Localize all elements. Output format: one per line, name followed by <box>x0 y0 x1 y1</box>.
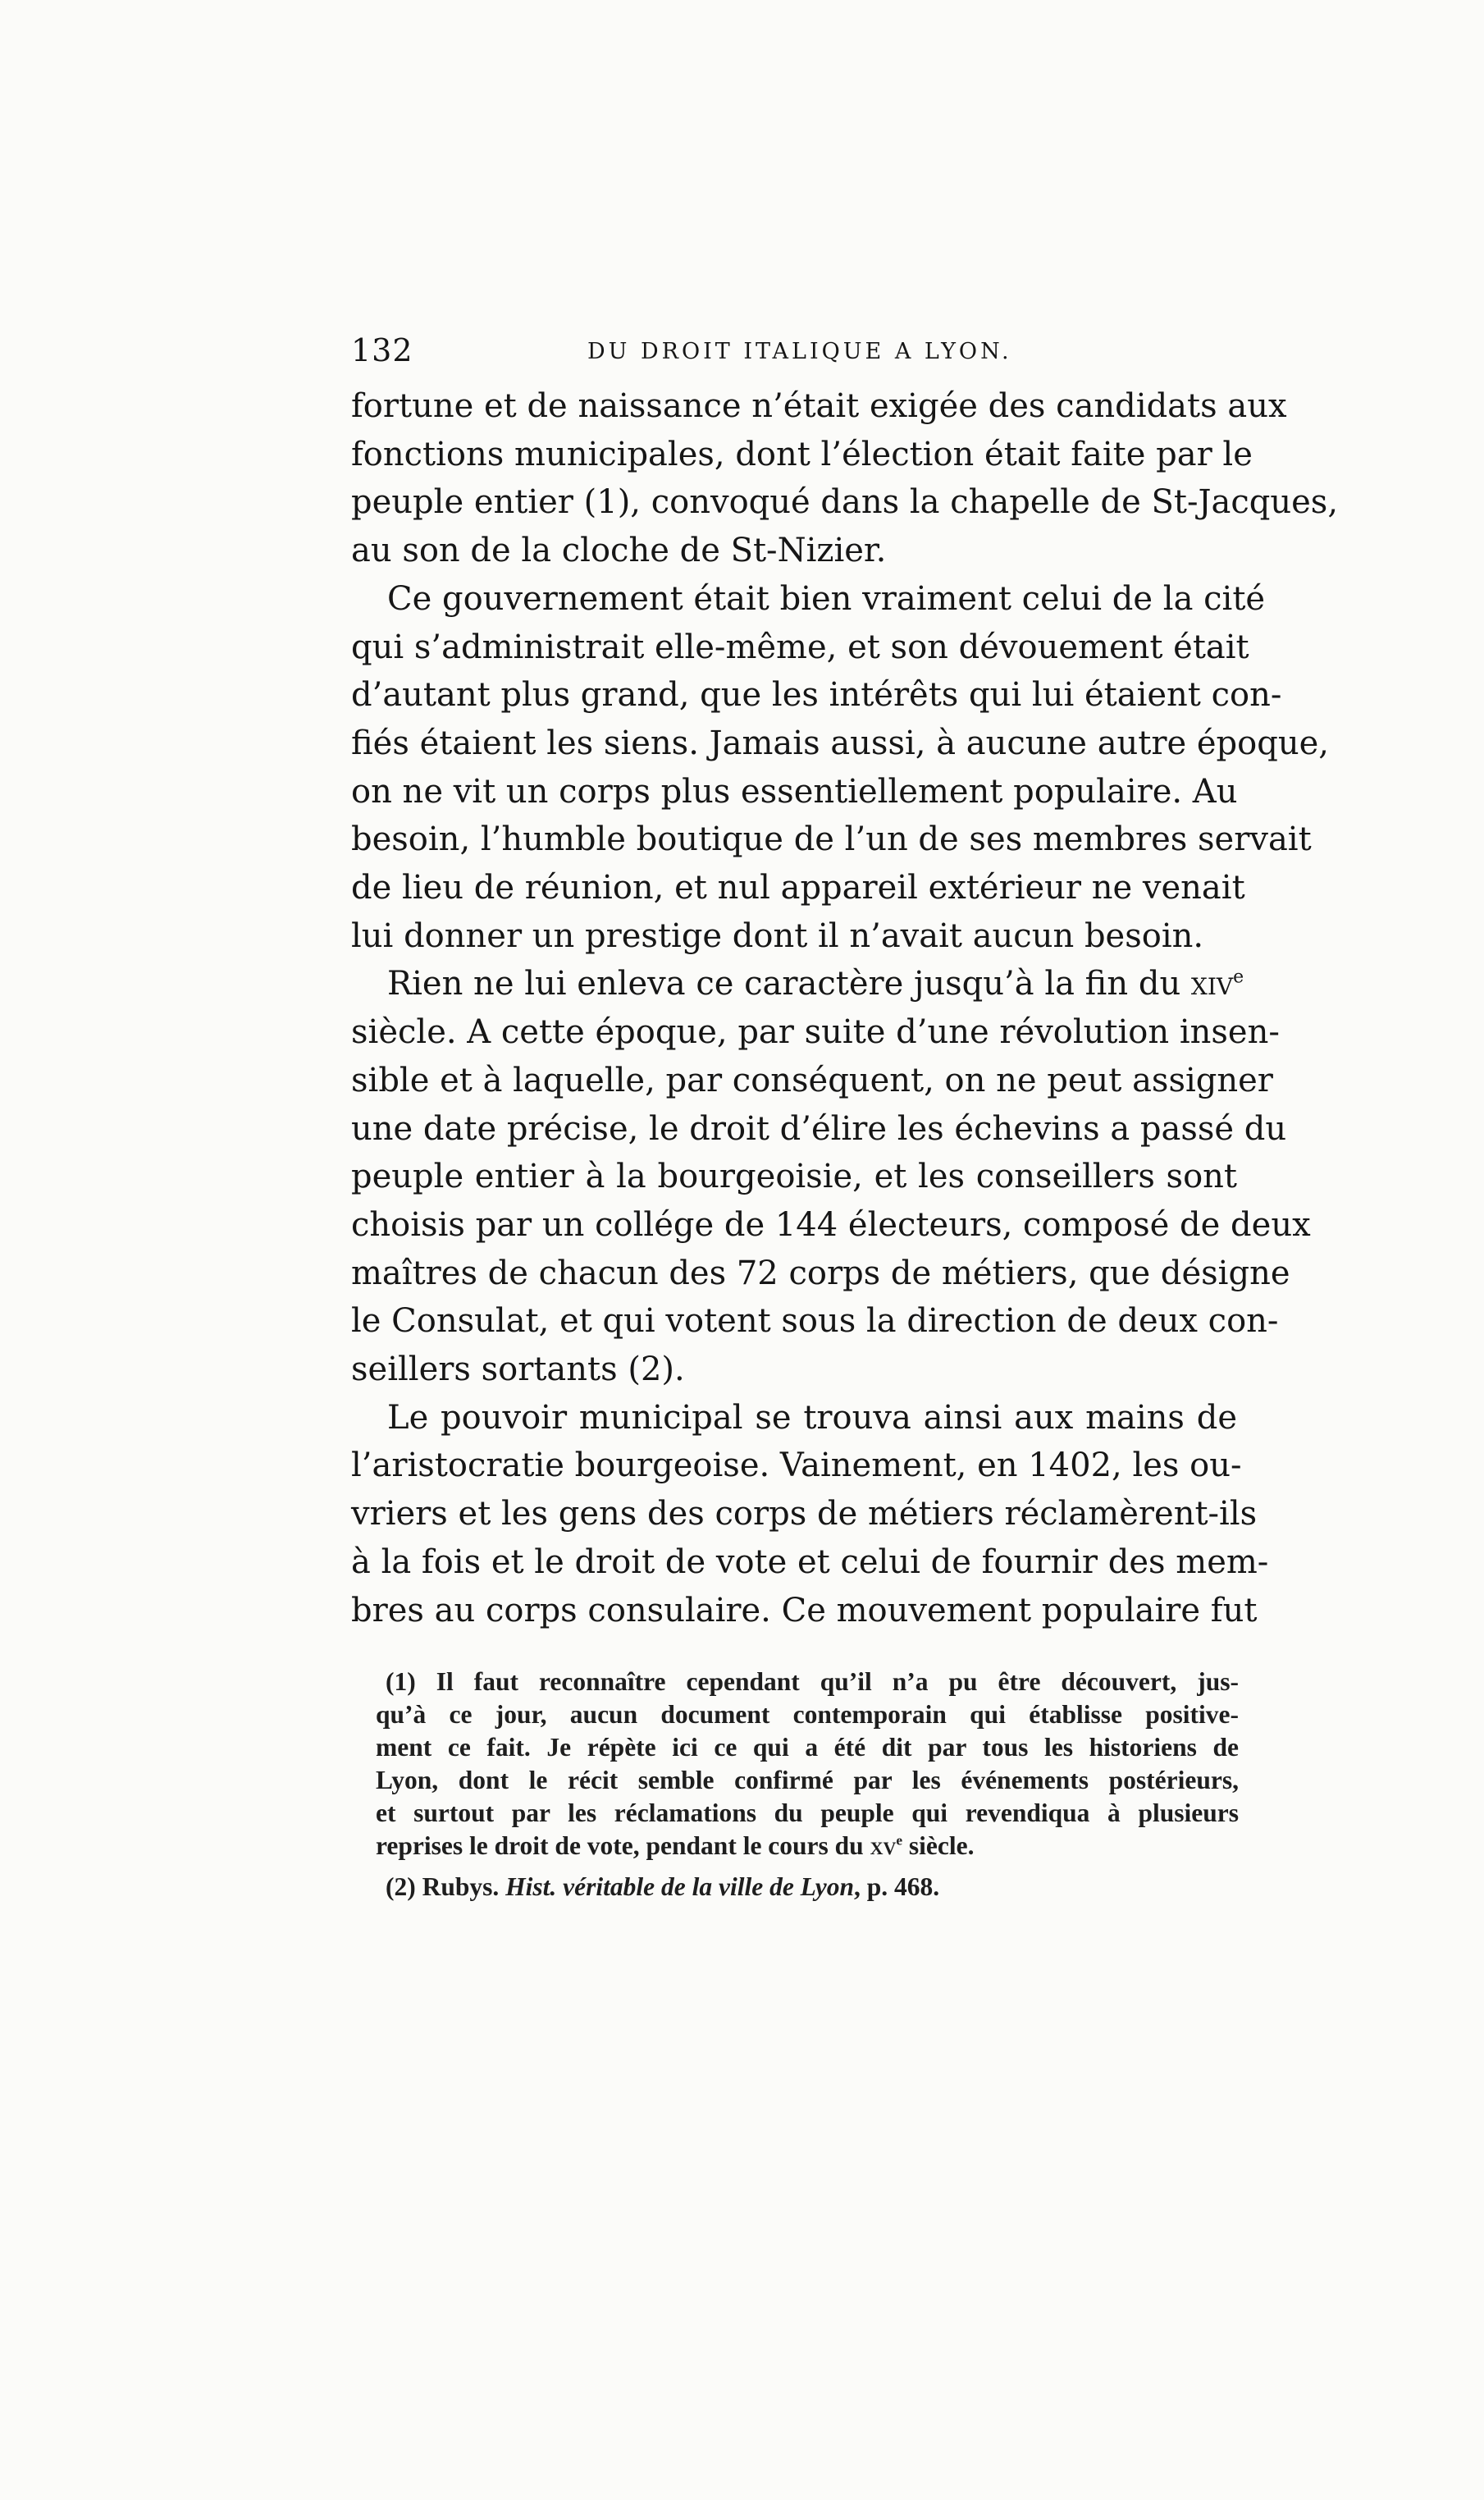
footnote-line: qu’à ce jour, aucun document contemporain qui établisse positive- <box>376 1700 1239 1729</box>
century-numeral: xv <box>870 1831 897 1860</box>
text-line: Le pouvoir municipal se trouva ainsi aux mains de <box>387 1398 1237 1437</box>
century-numeral: xiv <box>1190 965 1234 1003</box>
text-run: Rien ne lui enleva ce caractère jusqu’à la fin du <box>387 965 1191 1003</box>
paragraph-3 <box>351 960 1311 1393</box>
running-title: DU DROIT ITALIQUE A LYON. <box>587 339 1012 364</box>
text-run: siècle. <box>902 1831 975 1860</box>
superscript: e <box>1233 967 1244 989</box>
text-line: siècle. A cette époque, par suite d’une révolution insen- <box>351 1013 1280 1052</box>
superscript: e <box>896 1832 903 1849</box>
paragraph-4 <box>351 1394 1269 1635</box>
text-line: sible et à laquelle, par conséquent, on ne peut assigner <box>351 1061 1273 1099</box>
text-line: maîtres de chacun des 72 corps de métiers, que désigne <box>351 1254 1290 1292</box>
paragraph-2 <box>351 575 1329 961</box>
footnote-line: et surtout par les réclamations du peuple qui revendiqua à plusieurs <box>376 1798 1239 1827</box>
text-line: Ce gouvernement était bien vraiment celui de la cité <box>387 579 1266 618</box>
text-run: (2) Rubys. <box>386 1872 506 1901</box>
text-line: fortune et de naissance n’était exigée des candidats aux <box>351 387 1287 425</box>
book-title: Hist. véritable de la ville de Lyon <box>505 1872 855 1901</box>
text-line: choisis par un collége de 144 électeurs, composé de deux <box>351 1205 1311 1244</box>
text-line: le Consulat, et qui votent sous la direction de deux con- <box>351 1302 1279 1341</box>
text-line: vriers et les gens des corps de métiers réclamèrent-ils <box>351 1495 1258 1533</box>
text-line: une date précise, le droit d’élire les échevins a passé du <box>351 1109 1287 1148</box>
text-line: à la fois et le droit de vote et celui de fournir des mem- <box>351 1543 1269 1581</box>
text-run: , p. 468. <box>854 1872 940 1901</box>
footnote-2 <box>376 1871 1239 1904</box>
text-line: d’autant plus grand, que les intérêts qui lui étaient con- <box>351 676 1282 715</box>
text-line: fiés étaient les siens. Jamais aussi, à aucune autre époque, <box>351 724 1329 762</box>
text-line: on ne vit un corps plus essentiellement populaire. Au <box>351 772 1238 811</box>
footnote-1 <box>376 1666 1239 1862</box>
text-line: l’aristocratie bourgeoise. Vainement, en 1402, les ou- <box>351 1447 1242 1485</box>
body-text <box>351 382 1339 1634</box>
text-line: au son de la cloche de St-Nizier. <box>351 532 887 570</box>
text-line: qui s’administrait elle-même, et son dévouement était <box>351 628 1249 666</box>
footnote-line: Lyon, dont le récit semble confirmé par les événements postérieurs, <box>376 1766 1239 1794</box>
text-run: reprises le droit de vote, pendant le cours du <box>376 1831 870 1860</box>
text-line: fonctions municipales, dont l’élection était faite par le <box>351 435 1253 473</box>
text-line: peuple entier (1), convoqué dans la chapelle de St-Jacques, <box>351 483 1339 522</box>
text-line: seillers sortants (2). <box>351 1351 685 1389</box>
text-line: peuple entier à la bourgeoisie, et les conseillers sont <box>351 1158 1237 1196</box>
text-line: bres au corps consulaire. Ce mouvement populaire fut <box>351 1591 1258 1629</box>
running-head <box>351 332 1253 373</box>
text-line: besoin, l’humble boutique de l’un de ses membres servait <box>351 820 1312 859</box>
footnote-line: (1) Il faut reconnaître cependant qu’il n’a pu être découvert, jus- <box>386 1667 1239 1696</box>
page-number: 132 <box>351 332 413 368</box>
paragraph-1 <box>351 382 1339 575</box>
footnote-line: ment ce fait. Je répète ici ce qui a été dit par tous les historiens de <box>376 1733 1239 1762</box>
text-line <box>351 960 1244 1008</box>
text-line: lui donner un prestige dont il n’avait aucun besoin. <box>351 916 1204 955</box>
text-line: de lieu de réunion, et nul appareil extérieur ne venait <box>351 869 1245 907</box>
footnote-line <box>376 1830 1239 1862</box>
footnotes <box>376 1666 1239 1904</box>
